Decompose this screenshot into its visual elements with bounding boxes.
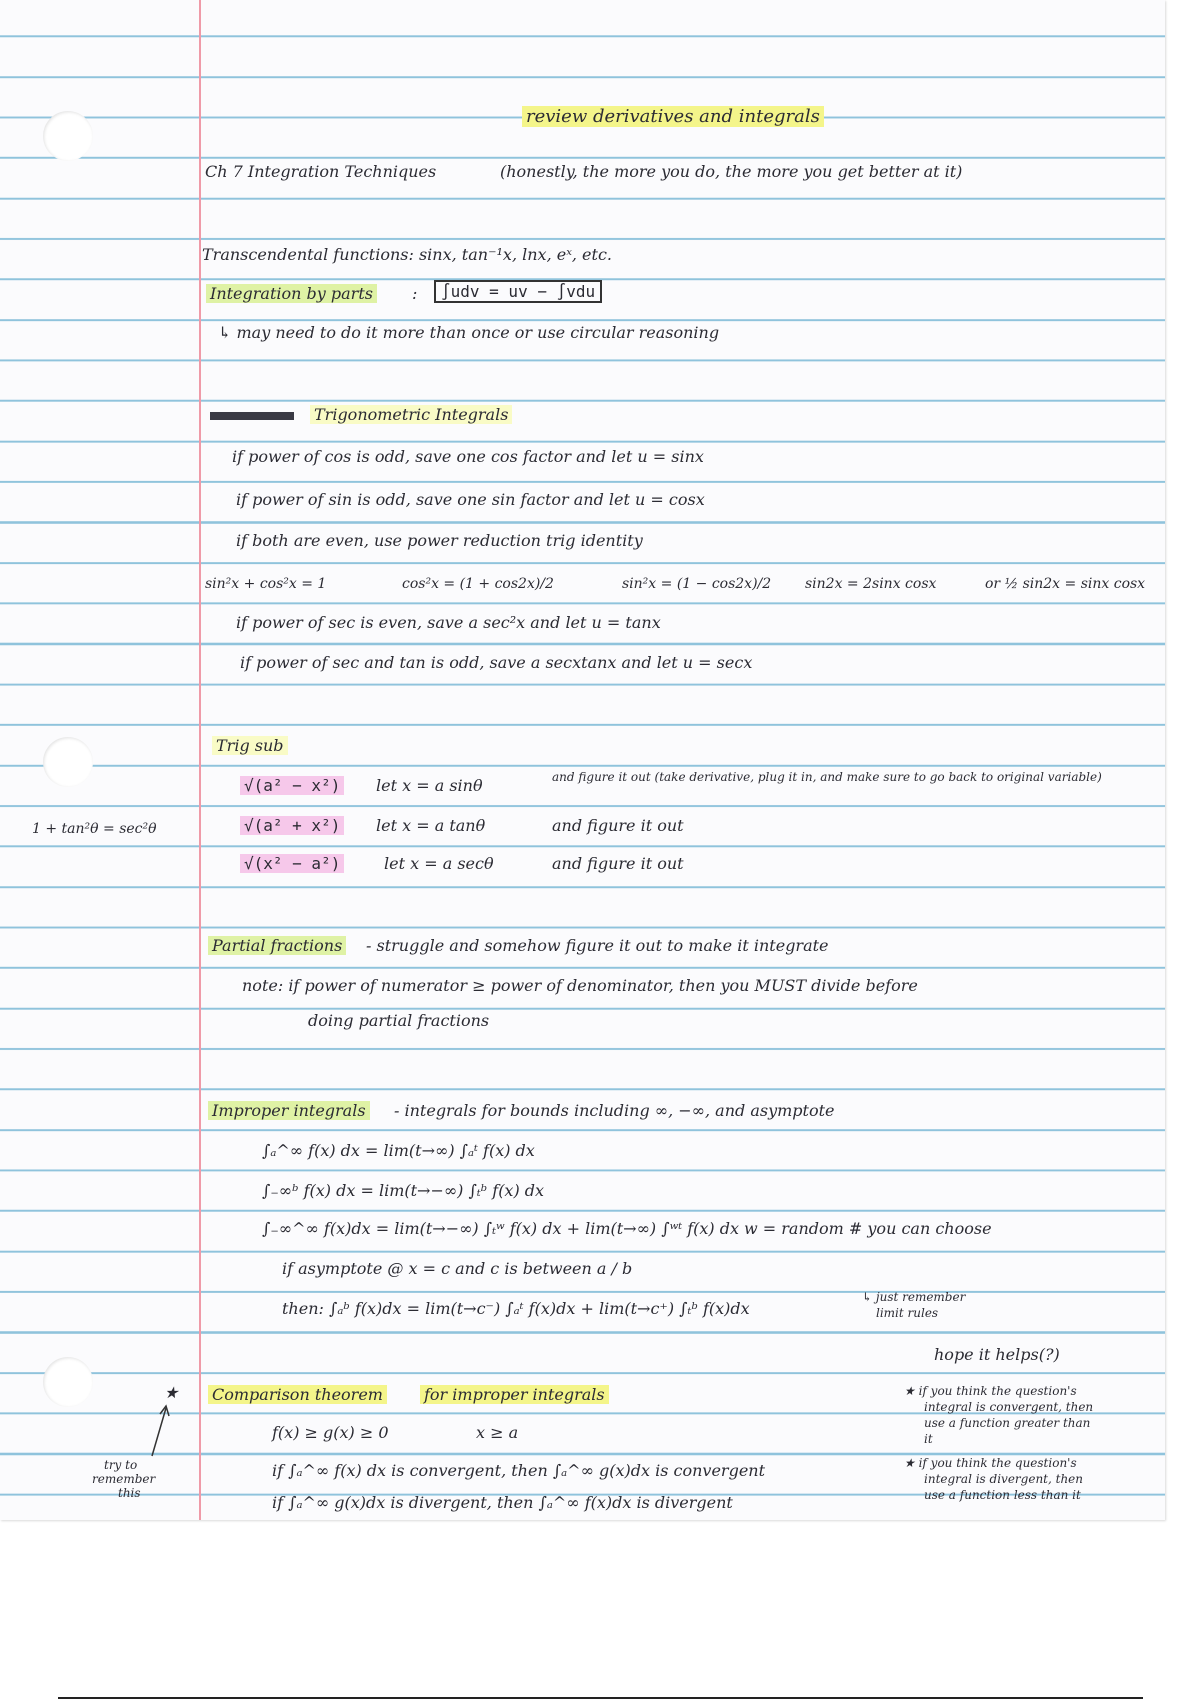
identity-half-double: or ½ sin2x = sinx cosx: [985, 576, 1146, 592]
comparison-title: [208, 1384, 387, 1406]
trig-sub-title: [212, 735, 288, 757]
improper-description: - integrals for bounds including ∞, −∞, and asymptote: [394, 1101, 835, 1120]
trig-sub-substitution: let x = a sinθ: [376, 776, 483, 795]
improper-w-note: w = random # you can choose: [744, 1219, 992, 1238]
hope-note: hope it helps(?): [934, 1345, 1060, 1364]
trig-sub-expr: [240, 853, 344, 875]
trig-sub-note: and figure it out: [552, 854, 684, 873]
comparison-rule: if ∫ₐ^∞ f(x) dx is convergent, then ∫ₐ^∞ g(x)dx is convergent: [272, 1461, 766, 1480]
improper-title: [208, 1100, 370, 1122]
binder-hole: [43, 737, 93, 787]
trig-sub-substitution: let x = a tanθ: [376, 816, 486, 835]
ibp-label-text: Integration by parts: [206, 284, 377, 303]
margin-line: [199, 0, 201, 1520]
star-note: try to: [104, 1458, 138, 1472]
chapter-heading: Ch 7 Integration Techniques: [205, 162, 437, 181]
arrow-icon: [140, 1400, 180, 1460]
comparison-title-text: Comparison theorem: [208, 1385, 387, 1404]
comparison-side-note: integral is divergent, then: [924, 1472, 1084, 1486]
comparison-subtitle: [420, 1384, 609, 1406]
chapter-note: (honestly, the more you do, the more you get better at it): [500, 162, 963, 181]
page-title: [522, 106, 824, 128]
sec-rule: if power of sec is even, save a sec²x and let u = tanx: [236, 613, 661, 632]
scribble-mark: [210, 404, 294, 426]
comparison-side-note: use a function less than it: [924, 1488, 1081, 1502]
improper-formula: ∫₋∞ᵇ f(x) dx = lim(t→−∞) ∫ₜᵇ f(x) dx: [262, 1181, 545, 1200]
improper-title-text: Improper integrals: [208, 1101, 370, 1120]
trig-integrals-title-text: Trigonometric Integrals: [310, 405, 512, 424]
comparison-condition: f(x) ≥ g(x) ≥ 0: [272, 1423, 389, 1442]
transcendental-line: Transcendental functions: sinx, tan⁻¹x, lnx, eˣ, etc.: [202, 245, 612, 264]
comparison-side-note: use a function greater than: [924, 1416, 1091, 1430]
trig-sub-expr-text: √(a² − x²): [240, 776, 344, 795]
star-note: this: [118, 1486, 141, 1500]
trig-rule: if power of cos is odd, save one cos factor and let u = sinx: [232, 447, 704, 466]
improper-formula: then: ∫ₐᵇ f(x)dx = lim(t→c⁻) ∫ₐᵗ f(x)dx + lim(t→c⁺) ∫ₜᵇ f(x)dx: [282, 1299, 750, 1318]
ibp-formula-text: ∫udv = uv − ∫vdu: [434, 280, 602, 303]
comparison-side-note: ★ if you think the question's: [904, 1456, 1077, 1470]
identity-cos-squared: cos²x = (1 + cos2x)/2: [402, 576, 554, 592]
comparison-side-note: it: [924, 1432, 933, 1446]
ibp-note: ↳ may need to do it more than once or use circular reasoning: [218, 323, 720, 342]
ibp-label: [206, 283, 377, 305]
star-icon: ★: [164, 1383, 179, 1402]
page-title-text: review derivatives and integrals: [522, 106, 824, 127]
partial-fractions-note: note: if power of numerator ≥ power of denominator, then you MUST divide before: [242, 976, 918, 995]
trig-sub-note: and figure it out (take derivative, plug it in, and make sure to go back to original variable): [552, 770, 1102, 784]
binder-hole: [43, 1357, 93, 1407]
trig-sub-expr-text: √(a² + x²): [240, 816, 344, 835]
trig-integrals-title: [310, 404, 512, 426]
comparison-condition-domain: x ≥ a: [476, 1423, 519, 1442]
trig-sub-substitution: let x = a secθ: [384, 854, 494, 873]
sec-rule: if power of sec and tan is odd, save a secxtanx and let u = secx: [240, 653, 753, 672]
comparison-side-note: ★ if you think the question's: [904, 1384, 1077, 1398]
trig-sub-side-note: 1 + tan²θ = sec²θ: [32, 821, 157, 837]
trig-sub-expr-text: √(x² − a²): [240, 854, 344, 873]
partial-fractions-text: - struggle and somehow figure it out to make it integrate: [366, 936, 829, 955]
star-note: remember: [92, 1472, 156, 1486]
comparison-rule: if ∫ₐ^∞ g(x)dx is divergent, then ∫ₐ^∞ f(x)dx is divergent: [272, 1493, 733, 1512]
partial-fractions-note: doing partial fractions: [308, 1011, 490, 1030]
trig-rule: if both are even, use power reduction trig identity: [236, 531, 643, 550]
improper-formula: ∫ₐ^∞ f(x) dx = lim(t→∞) ∫ₐᵗ f(x) dx: [262, 1141, 535, 1160]
comparison-side-note: integral is convergent, then: [924, 1400, 1094, 1414]
trig-sub-title-text: Trig sub: [212, 736, 288, 755]
limit-note: limit rules: [876, 1306, 939, 1320]
comparison-subtitle-text: for improper integrals: [420, 1385, 609, 1404]
trig-sub-expr: [240, 815, 344, 837]
identity-pythagorean: sin²x + cos²x = 1: [205, 576, 327, 592]
trig-sub-expr: [240, 775, 344, 797]
partial-fractions-title: [208, 935, 346, 957]
improper-formula: ∫₋∞^∞ f(x)dx = lim(t→−∞) ∫ₜʷ f(x) dx + lim(t→∞) ∫ʷᵗ f(x) dx: [262, 1219, 740, 1238]
identity-double-angle: sin2x = 2sinx cosx: [805, 576, 937, 592]
partial-fractions-title-text: Partial fractions: [208, 936, 346, 955]
trig-rule: if power of sin is odd, save one sin factor and let u = cosx: [236, 490, 705, 509]
trig-sub-note: and figure it out: [552, 816, 684, 835]
ibp-formula: [434, 281, 602, 303]
ibp-colon: :: [412, 284, 418, 303]
identity-sin-squared: sin²x = (1 − cos2x)/2: [622, 576, 772, 592]
limit-note: ↳ just remember: [862, 1290, 966, 1304]
bottom-rule: [58, 1697, 1143, 1699]
improper-asymptote: if asymptote @ x = c and c is between a / b: [282, 1259, 633, 1278]
binder-hole: [43, 111, 93, 161]
